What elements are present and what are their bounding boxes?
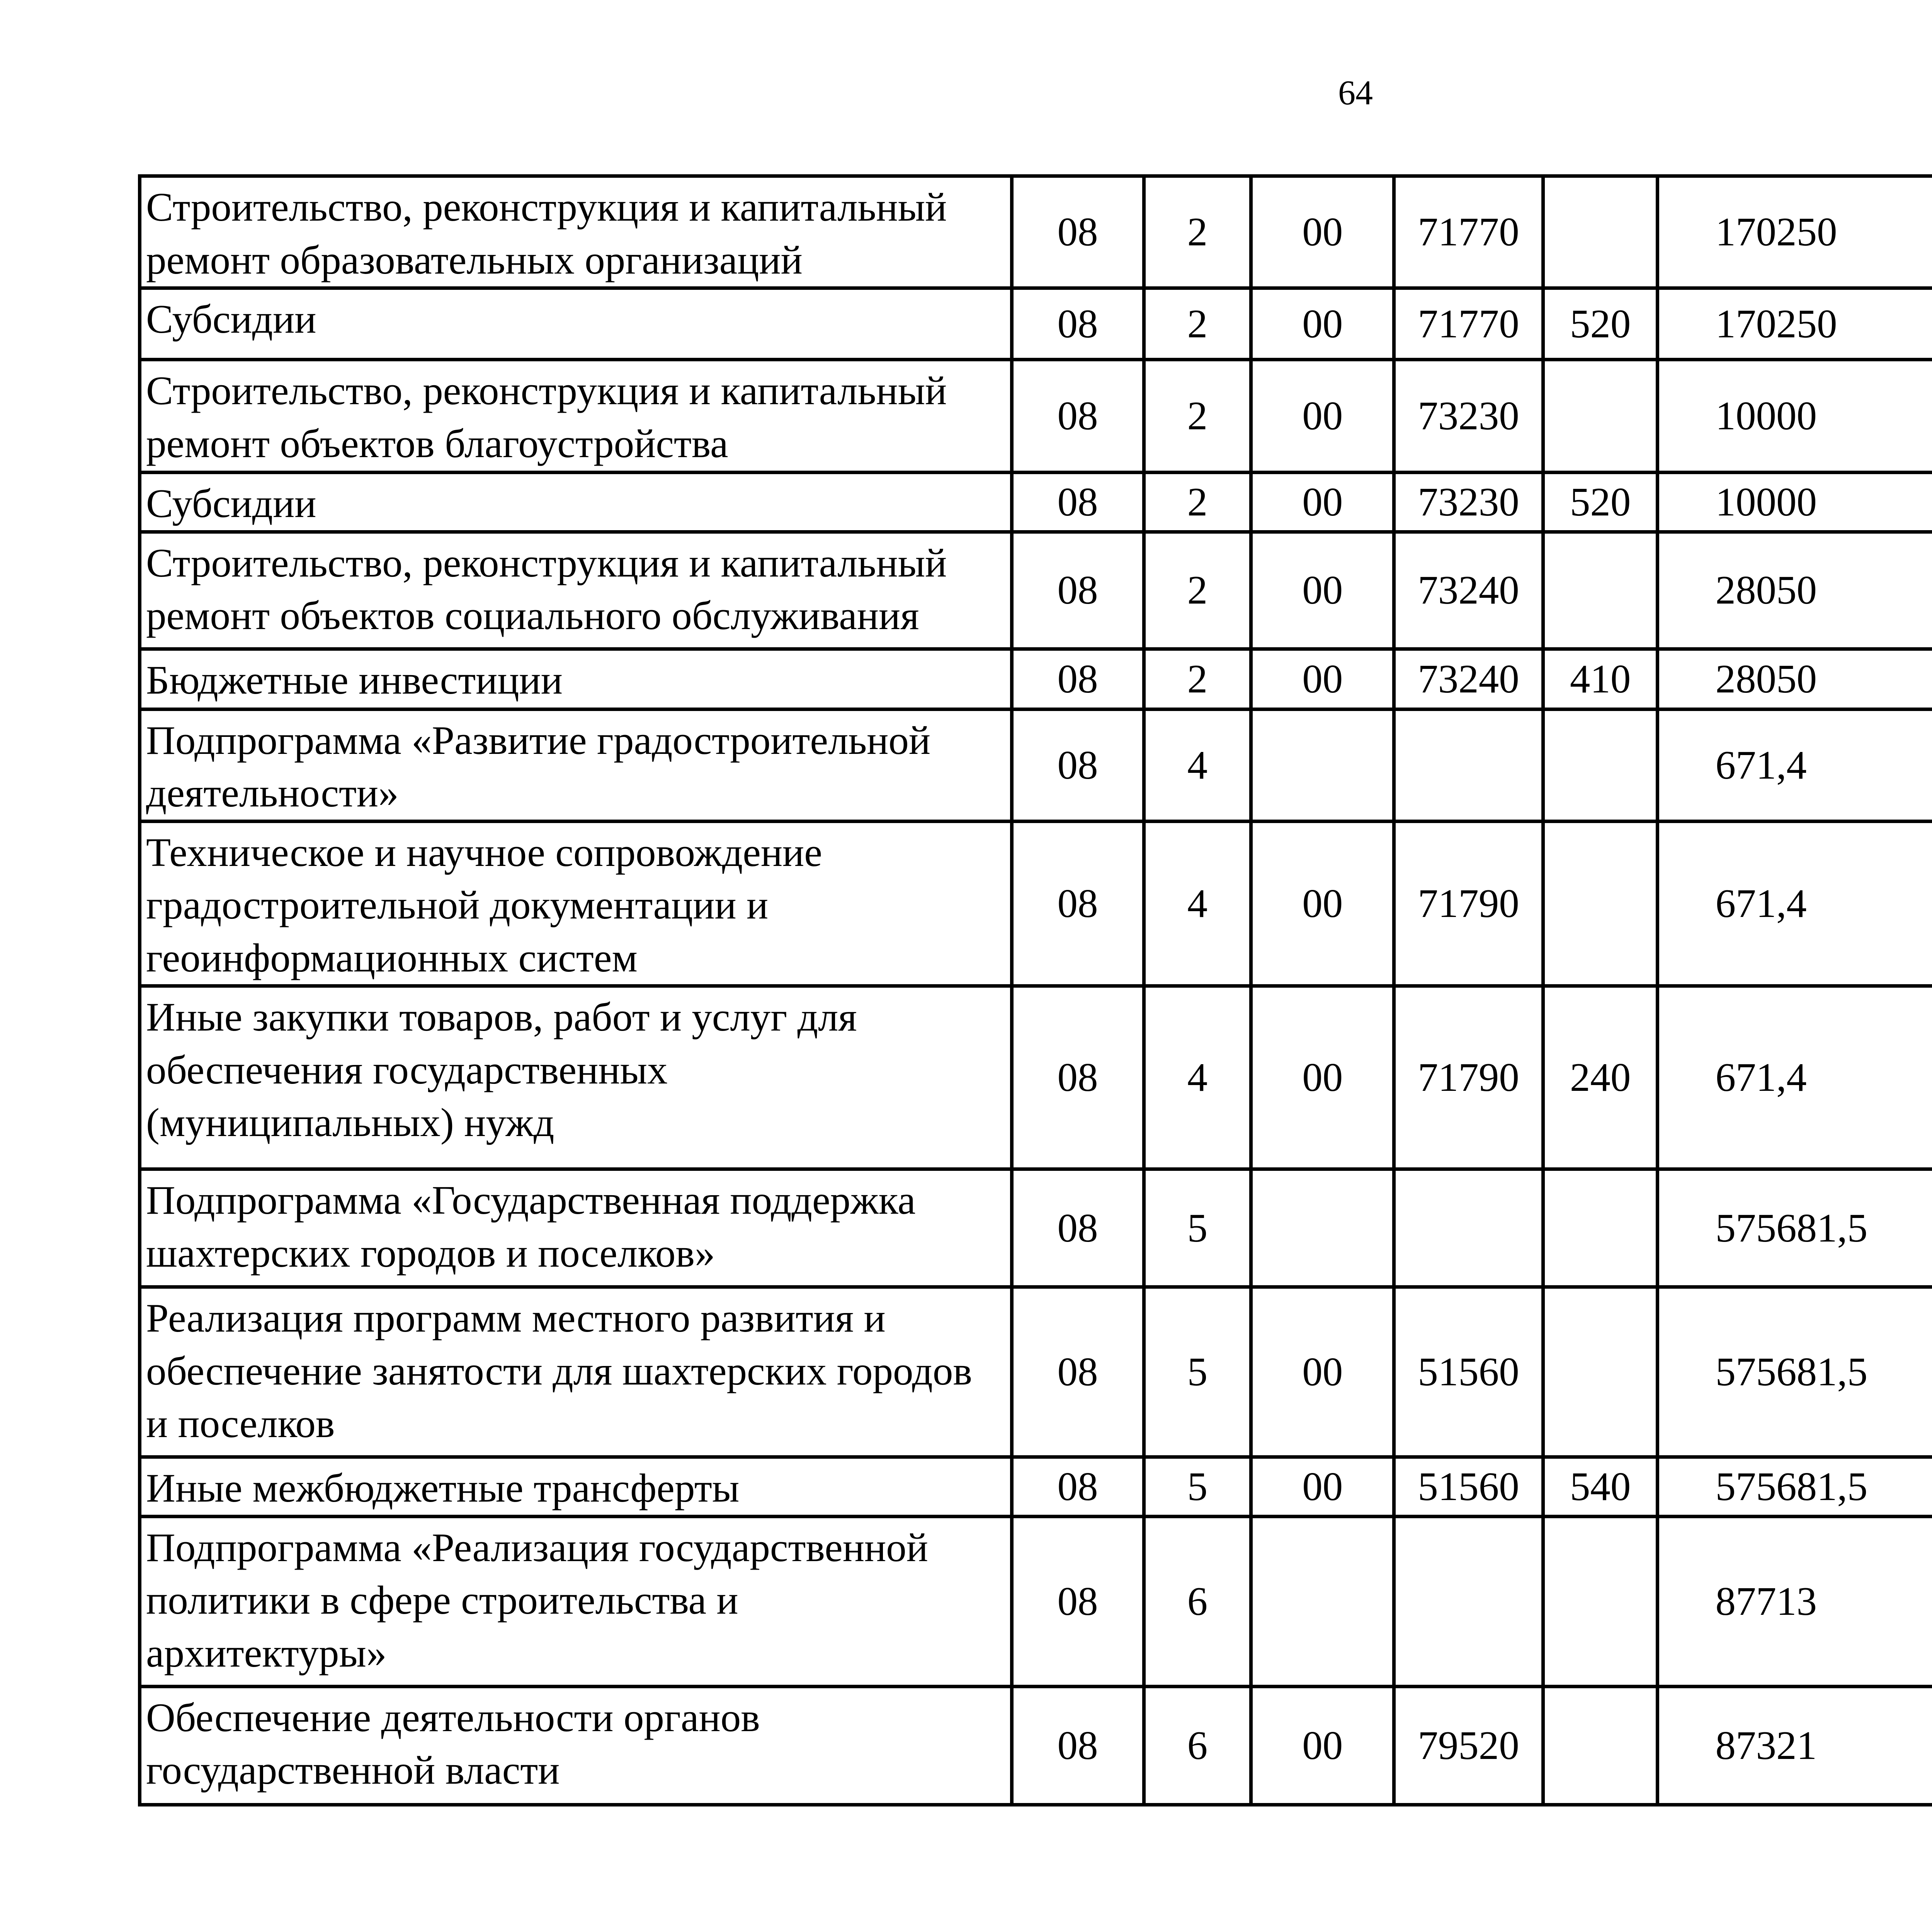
subprogram-code: 00: [1251, 288, 1394, 360]
section-code: 08: [1012, 360, 1144, 473]
row-name: Строительство, реконструкция и капитальный ремонт образовательных организаций: [140, 176, 1012, 288]
amount-year-1: 87321: [1658, 1686, 1932, 1805]
amount-year-1: 575681,5: [1658, 1287, 1932, 1457]
subprogram-code: [1251, 1516, 1394, 1686]
subprogram-code: 00: [1251, 532, 1394, 649]
expense-type-code: 410: [1543, 649, 1658, 709]
target-item-code: [1394, 1516, 1543, 1686]
table-row: [140, 709, 1932, 821]
section-code: 08: [1012, 473, 1144, 532]
section-code: 08: [1012, 986, 1144, 1169]
subprogram-code: [1251, 1169, 1394, 1287]
expense-type-code: 240: [1543, 986, 1658, 1169]
table-row: [140, 1516, 1932, 1686]
section-code: 08: [1012, 649, 1144, 709]
amount-year-1: 671,4: [1658, 821, 1932, 986]
subprogram-code: 00: [1251, 821, 1394, 986]
row-name: Реализация программ местного развития и обеспечение занятости для шахтерских городов и поселков: [140, 1287, 1012, 1457]
target-item-code: 73240: [1394, 532, 1543, 649]
target-item-code: 73230: [1394, 360, 1543, 473]
subprogram-code: 00: [1251, 176, 1394, 288]
target-item-code: 71770: [1394, 288, 1543, 360]
amount-year-1: 28050: [1658, 649, 1932, 709]
program-code: 4: [1144, 986, 1251, 1169]
program-code: 5: [1144, 1287, 1251, 1457]
program-code: 4: [1144, 709, 1251, 821]
page-number: 64: [1338, 74, 1373, 112]
target-item-code: 71790: [1394, 821, 1543, 986]
section-code: 08: [1012, 176, 1144, 288]
target-item-code: [1394, 709, 1543, 821]
program-code: 2: [1144, 176, 1251, 288]
expense-type-code: 520: [1543, 473, 1658, 532]
program-code: 6: [1144, 1516, 1251, 1686]
row-name: Субсидии: [140, 473, 1012, 532]
program-code: 2: [1144, 649, 1251, 709]
section-code: 08: [1012, 821, 1144, 986]
table-row: [140, 176, 1932, 288]
row-name: Техническое и научное сопровождение градостроительной документации и геоинформационных систем: [140, 821, 1012, 986]
section-code: 08: [1012, 288, 1144, 360]
table-row: [140, 288, 1932, 360]
amount-year-1: 671,4: [1658, 709, 1932, 821]
expense-type-code: 540: [1543, 1457, 1658, 1517]
table-row: [140, 532, 1932, 649]
section-code: 08: [1012, 1457, 1144, 1517]
program-code: 5: [1144, 1169, 1251, 1287]
expense-type-code: [1543, 821, 1658, 986]
section-code: 08: [1012, 1516, 1144, 1686]
table-row: [140, 649, 1932, 709]
program-code: 2: [1144, 473, 1251, 532]
expense-type-code: [1543, 176, 1658, 288]
row-name: Строительство, реконструкция и капитальный ремонт объектов благоустройства: [140, 360, 1012, 473]
amount-year-1: 10000: [1658, 473, 1932, 532]
row-name: Строительство, реконструкция и капитальный ремонт объектов социального обслуживания: [140, 532, 1012, 649]
expense-type-code: [1543, 1516, 1658, 1686]
row-name: Подпрограмма «Развитие градостроительной деятельности»: [140, 709, 1012, 821]
row-name: Иные закупки товаров, работ и услуг для обеспечения государственных (муниципальных) нужд: [140, 986, 1012, 1169]
expense-type-code: [1543, 360, 1658, 473]
amount-year-1: 10000: [1658, 360, 1932, 473]
row-name: Субсидии: [140, 288, 1012, 360]
target-item-code: 73230: [1394, 473, 1543, 532]
amount-year-1: 87713: [1658, 1516, 1932, 1686]
target-item-code: [1394, 1169, 1543, 1287]
row-name: Подпрограмма «Реализация государственной политики в сфере строительства и архитектуры»: [140, 1516, 1012, 1686]
section-code: 08: [1012, 1686, 1144, 1805]
subprogram-code: 00: [1251, 1686, 1394, 1805]
row-name: Бюджетные инвестиции: [140, 649, 1012, 709]
subprogram-code: 00: [1251, 473, 1394, 532]
expense-type-code: [1543, 1686, 1658, 1805]
row-name: Обеспечение деятельности органов государственной власти: [140, 1686, 1012, 1805]
expense-type-code: 520: [1543, 288, 1658, 360]
table-row: [140, 986, 1932, 1169]
row-name: Подпрограмма «Государственная поддержка шахтерских городов и поселков»: [140, 1169, 1012, 1287]
program-code: 4: [1144, 821, 1251, 986]
table-row: [140, 821, 1932, 986]
target-item-code: 73240: [1394, 649, 1543, 709]
amount-year-1: 170250: [1658, 176, 1932, 288]
table-row: [140, 473, 1932, 532]
expense-type-code: [1543, 532, 1658, 649]
expense-type-code: [1543, 1169, 1658, 1287]
target-item-code: 71790: [1394, 986, 1543, 1169]
subprogram-code: [1251, 709, 1394, 821]
program-code: 6: [1144, 1686, 1251, 1805]
amount-year-1: 671,4: [1658, 986, 1932, 1169]
budget-table: [138, 174, 1932, 1806]
subprogram-code: 00: [1251, 1457, 1394, 1517]
table-row: [140, 1457, 1932, 1517]
program-code: 2: [1144, 288, 1251, 360]
expense-type-code: [1543, 1287, 1658, 1457]
subprogram-code: 00: [1251, 360, 1394, 473]
subprogram-code: 00: [1251, 1287, 1394, 1457]
target-item-code: 71770: [1394, 176, 1543, 288]
target-item-code: 51560: [1394, 1457, 1543, 1517]
section-code: 08: [1012, 532, 1144, 649]
table-row: [140, 360, 1932, 473]
amount-year-1: 575681,5: [1658, 1169, 1932, 1287]
program-code: 5: [1144, 1457, 1251, 1517]
section-code: 08: [1012, 709, 1144, 821]
target-item-code: 79520: [1394, 1686, 1543, 1805]
amount-year-1: 170250: [1658, 288, 1932, 360]
program-code: 2: [1144, 532, 1251, 649]
table-row: [140, 1287, 1932, 1457]
expense-type-code: [1543, 709, 1658, 821]
subprogram-code: 00: [1251, 986, 1394, 1169]
amount-year-1: 28050: [1658, 532, 1932, 649]
section-code: 08: [1012, 1287, 1144, 1457]
program-code: 2: [1144, 360, 1251, 473]
target-item-code: 51560: [1394, 1287, 1543, 1457]
row-name: Иные межбюджетные трансферты: [140, 1457, 1012, 1517]
table-row: [140, 1169, 1932, 1287]
subprogram-code: 00: [1251, 649, 1394, 709]
amount-year-1: 575681,5: [1658, 1457, 1932, 1517]
section-code: 08: [1012, 1169, 1144, 1287]
table-row: [140, 1686, 1932, 1805]
